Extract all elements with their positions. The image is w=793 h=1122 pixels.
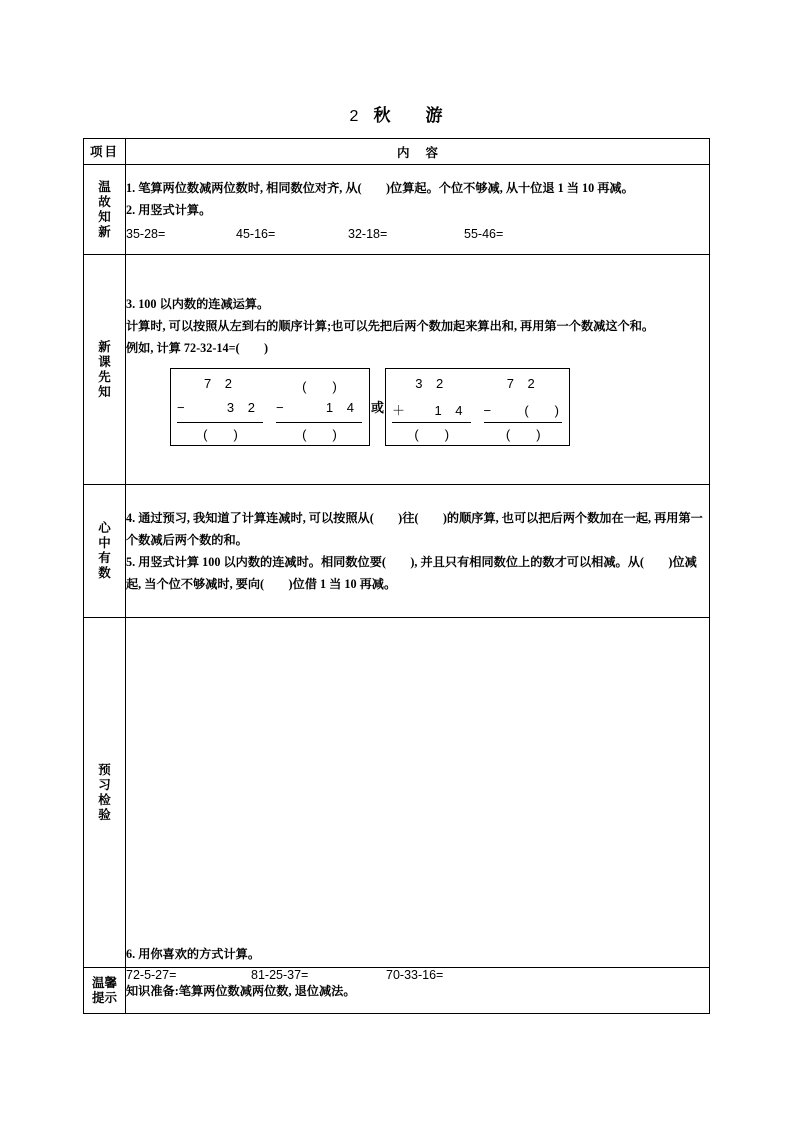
table-header-row <box>84 139 710 165</box>
row-label-newlesson-text <box>84 340 125 400</box>
label-char: 预 <box>98 762 111 777</box>
calc-column <box>478 369 570 445</box>
table-row <box>84 165 710 255</box>
understand-line-1: 4. 通过预习, 我知道了计算连减时, 可以按照从( )往( )的顺序算, 也可以把后两个数加在一起, 再用第一个数减后两个数的和。 <box>126 511 703 547</box>
calc-operand: 1 4 <box>325 399 359 415</box>
header-label-text: 项目 <box>89 145 119 159</box>
row-label-tip <box>84 968 126 1014</box>
label-char: 知 <box>98 209 111 224</box>
row-content-understand <box>126 485 710 618</box>
calc-column <box>171 369 270 445</box>
calc-rule <box>276 422 362 423</box>
row-label-understand-text <box>84 521 125 581</box>
table-row <box>84 485 710 618</box>
label-char: 知 <box>98 384 111 399</box>
newlesson-line-3: 例如, 计算 72-32-14=( ) <box>126 340 269 355</box>
label-char: 习 <box>98 777 111 792</box>
tip-line-1: 知识准备:笔算两位数减两位数, 退位减法。 <box>126 983 356 998</box>
calc-top: ( ) <box>302 378 337 394</box>
calc-rule <box>177 422 263 423</box>
practice-block <box>126 943 709 988</box>
expression-item: 55-46= <box>464 226 504 241</box>
calc-operator: − <box>177 399 185 415</box>
calc-mid <box>478 400 570 419</box>
header-content-cell <box>126 139 710 165</box>
calculation-box-2 <box>385 368 570 446</box>
expression-item: 45-16= <box>236 226 276 241</box>
calc-column <box>386 369 478 445</box>
calc-operator: − <box>276 399 284 415</box>
calc-rule <box>484 422 563 423</box>
calc-bottom: ( ) <box>302 426 337 442</box>
label-char: 验 <box>98 807 111 822</box>
row-label-understand <box>84 485 126 618</box>
row-label-newlesson <box>84 255 126 485</box>
calc-operator: ＋ <box>392 402 406 418</box>
review-line-1: 1. 笔算两位数减两位数时, 相同数位对齐, 从( )位算起。个位不够减, 从十位退 1 当 10 再减。 <box>126 180 634 195</box>
label-char: 提示 <box>91 990 117 1005</box>
label-char: 新 <box>98 224 111 239</box>
calc-column <box>270 369 369 445</box>
practice-line-1: 6. 用你喜欢的方式计算。 <box>126 946 261 961</box>
calc-bottom: ( ) <box>414 426 450 442</box>
label-char: 有 <box>98 551 111 565</box>
calc-top: 7 2 <box>203 375 238 391</box>
connector-or: 或 <box>371 400 385 415</box>
label-char: 新 <box>98 339 111 354</box>
label-char: 中 <box>98 536 111 550</box>
title-word-2: 游 <box>425 106 444 125</box>
calc-mid <box>386 400 478 419</box>
calc-operand: ( ) <box>524 402 560 418</box>
label-char: 温馨 <box>91 975 117 990</box>
newlesson-line-2: 计算时, 可以按照从左到右的顺序计算;也可以先把后两个数加起来算出和, 再用第一个数减这个和。 <box>126 318 655 333</box>
calc-mid <box>171 400 270 415</box>
understand-line-2: 5. 用竖式计算 100 以内数的连减时。相同数位要( ), 并且只有相同数位上的数才可以相减。从( )位减起, 当个位不够减时, 要向( )位借 1 当 10 再减。 <box>126 555 697 591</box>
label-char: 心 <box>98 521 111 535</box>
newlesson-line-1: 3. 100 以内数的连减运算。 <box>126 296 270 311</box>
row-content-review <box>126 165 710 255</box>
review-line-2: 2. 用竖式计算。 <box>126 202 212 217</box>
practice-expressions <box>126 968 709 988</box>
calc-operand: 3 2 <box>226 399 260 415</box>
row-label-tip-text <box>84 976 125 1006</box>
label-char: 先 <box>98 369 111 384</box>
page-title <box>83 101 710 126</box>
calc-top: 7 2 <box>506 375 540 391</box>
row-label-review-text <box>84 180 125 240</box>
header-content-left: 内 <box>396 145 410 160</box>
table-row <box>84 255 710 485</box>
label-char: 课 <box>98 354 111 369</box>
label-char: 检 <box>98 792 111 807</box>
calc-top: 3 2 <box>415 375 449 391</box>
expression-item: 70-33-16= <box>386 967 444 982</box>
row-content-practice <box>126 618 710 982</box>
worksheet-table <box>83 138 710 1014</box>
table-row <box>84 618 710 968</box>
calc-bottom: ( ) <box>203 426 238 442</box>
expression-item: 72-5-27= <box>126 967 177 982</box>
row-label-practice <box>84 618 126 968</box>
header-label-cell <box>84 139 126 165</box>
calc-operand: 1 4 <box>434 402 468 418</box>
expression-item: 35-28= <box>126 226 166 241</box>
calc-mid <box>270 400 369 415</box>
header-content-text <box>126 143 709 161</box>
label-char: 温 <box>98 179 111 194</box>
calculation-box-1 <box>170 368 370 446</box>
expression-item: 32-18= <box>348 226 388 241</box>
row-label-practice-text <box>84 763 125 823</box>
calc-rule <box>392 422 471 423</box>
label-char: 故 <box>98 194 111 209</box>
expression-item: 81-25-37= <box>251 967 309 982</box>
title-word-1: 秋 <box>373 106 392 125</box>
header-content-right: 容 <box>425 145 439 160</box>
calc-bottom: ( ) <box>505 426 541 442</box>
calculation-boxes <box>170 367 709 447</box>
title-number: 2 <box>349 108 360 125</box>
review-expressions <box>126 223 709 243</box>
label-char: 数 <box>98 566 111 580</box>
calc-operator: − <box>483 402 492 418</box>
row-label-review <box>84 165 126 255</box>
row-content-newlesson <box>126 255 710 485</box>
